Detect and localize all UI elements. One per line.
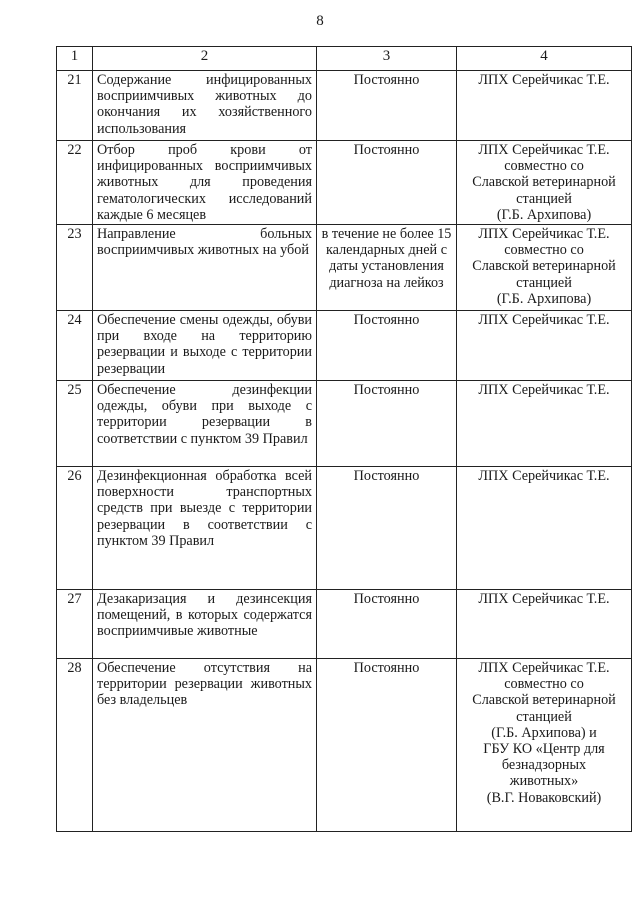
header-row (57, 47, 632, 71)
responsible-line: станцией (516, 190, 572, 207)
row-number: 28 (57, 659, 93, 832)
responsible-line: Славской ветеринарной (472, 258, 616, 275)
row-number: 21 (57, 71, 93, 141)
measure-description: Отбор проб крови от инфицированных восприимчивых животных для проведения гематологических исследований каждые 6 месяцев (93, 141, 317, 225)
responsible-line: совместно со (504, 158, 584, 175)
deadline-cell: Постоянно (317, 311, 457, 381)
table-row (57, 381, 632, 467)
row-number: 25 (57, 381, 93, 467)
measure-description: Направление больных восприимчивых животных на убой (93, 225, 317, 311)
responsible-line: ЛПХ Серейчикас Т.Е. (478, 226, 610, 242)
responsible-line: (Г.Б. Архипова) и (491, 724, 597, 741)
responsible-cell (457, 225, 632, 311)
deadline-cell: в течение не более 15 календарных дней с даты установления диагноза на лейкоз (317, 225, 457, 311)
responsible-line: совместно со (504, 242, 584, 259)
deadline-cell: Постоянно (317, 141, 457, 225)
measure-description: Обеспечение смены одежды, обуви при входе на территорию резервации и выходе с территории резервации (93, 311, 317, 381)
responsible-line: станцией (516, 708, 572, 725)
measure-description: Обеспечение дезинфекции одежды, обуви при выходе с территории резервации в соответствии с пунктом 39 Правил (93, 381, 317, 467)
measures-table (56, 46, 632, 832)
deadline-cell: Постоянно (317, 467, 457, 590)
column-header-2: 2 (93, 47, 317, 71)
table-row (57, 590, 632, 659)
responsible-line: Славской ветеринарной (472, 174, 616, 191)
deadline-cell: Постоянно (317, 381, 457, 467)
row-number: 23 (57, 225, 93, 311)
column-header-3: 3 (317, 47, 457, 71)
responsible-cell (457, 659, 632, 832)
responsible-line: животных» (509, 773, 579, 790)
responsible-line: Славской ветеринарной (472, 692, 616, 709)
row-number: 24 (57, 311, 93, 381)
responsible-line: ЛПХ Серейчикас Т.Е. (478, 312, 610, 328)
responsible-cell (457, 590, 632, 659)
column-header-4: 4 (457, 47, 632, 71)
measure-description: Дезакаризация и дезинсекция помещений, в которых содержатся восприимчивые животные (93, 590, 317, 659)
responsible-line: (Г.Б. Архипова) (496, 206, 592, 223)
responsible-line: безнадзорных (501, 757, 587, 774)
deadline-cell: Постоянно (317, 71, 457, 141)
page-number: 8 (316, 13, 324, 29)
deadline-cell: Постоянно (317, 590, 457, 659)
responsible-line: ЛПХ Серейчикас Т.Е. (478, 72, 610, 88)
row-number: 27 (57, 590, 93, 659)
responsible-line: (Г.Б. Архипова) (496, 290, 592, 307)
table-row (57, 659, 632, 832)
table-row (57, 225, 632, 311)
responsible-cell (457, 311, 632, 381)
responsible-cell (457, 71, 632, 141)
responsible-cell (457, 381, 632, 467)
measure-description: Обеспечение отсутствия на территории резервации животных без владельцев (93, 659, 317, 832)
responsible-line: совместно со (504, 676, 584, 693)
responsible-line: ЛПХ Серейчикас Т.Е. (478, 468, 610, 484)
responsible-line: станцией (516, 274, 572, 291)
measure-description: Дезинфекционная обработка всей поверхности транспортных средств при выезде с территории резервации в соответствии с пунктом 39 Правил (93, 467, 317, 590)
table-row (57, 71, 632, 141)
responsible-line: ЛПХ Серейчикас Т.Е. (478, 382, 610, 398)
row-number: 26 (57, 467, 93, 590)
table-row (57, 467, 632, 590)
deadline-cell: Постоянно (317, 659, 457, 832)
responsible-line: (В.Г. Новаковский) (486, 789, 602, 806)
responsible-line: ГБУ КО «Центр для (483, 741, 605, 758)
table-row (57, 311, 632, 381)
row-number: 22 (57, 141, 93, 225)
responsible-line: ЛПХ Серейчикас Т.Е. (478, 591, 610, 607)
responsible-cell (457, 467, 632, 590)
responsible-cell (457, 141, 632, 225)
measure-description: Содержание инфицированных восприимчивых животных до окончания их хозяйственного использования (93, 71, 317, 141)
responsible-line: ЛПХ Серейчикас Т.Е. (478, 660, 610, 676)
table-row (57, 141, 632, 225)
responsible-line: ЛПХ Серейчикас Т.Е. (478, 142, 610, 158)
column-header-1: 1 (57, 47, 93, 71)
